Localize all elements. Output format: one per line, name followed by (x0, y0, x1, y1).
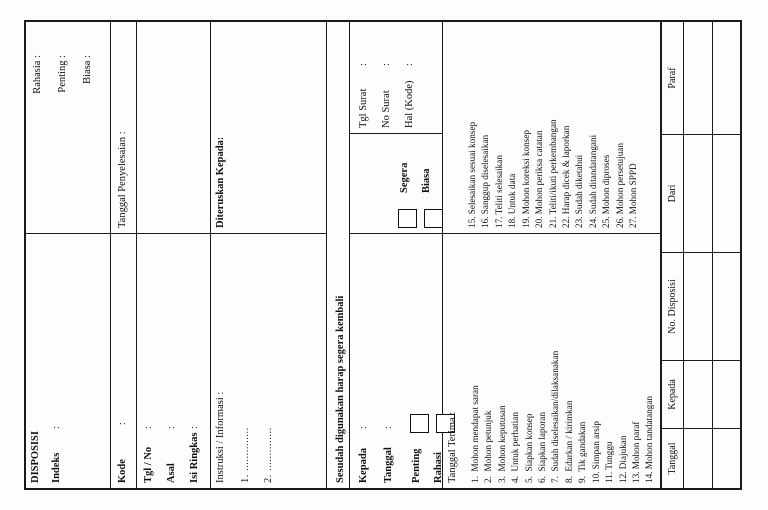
list-item[interactable]: 1. Mohon mendapat saran (469, 385, 480, 483)
penting-checkbox[interactable] (410, 414, 429, 433)
segera-check-label: Segera (399, 162, 410, 193)
table-cell-kepada[interactable] (684, 360, 711, 428)
kode-cell (111, 233, 136, 488)
table-row (683, 22, 711, 488)
return-note-cell (327, 22, 349, 488)
isi-ringkas-colon: : (189, 426, 201, 429)
list-item[interactable]: 18. Untuk data (507, 173, 518, 228)
header-section (26, 22, 111, 488)
table-cell-tanggal[interactable] (713, 428, 740, 488)
list-item[interactable]: 20. Mohon periksa catatan (534, 130, 545, 228)
header-right (26, 22, 110, 233)
tgl-no-label: Tgl / No (143, 446, 155, 483)
list-item[interactable]: 15. Selesaikan sesuai konsep (467, 121, 477, 228)
kode-colon: : (117, 422, 129, 426)
biasa-checkbox[interactable] (424, 209, 443, 228)
instruksi-item-1[interactable]: 1. .............. (239, 427, 251, 483)
table-row (712, 22, 740, 488)
list-item[interactable]: 11. Tunggu (604, 441, 615, 483)
list-item[interactable]: 3. Mohon keputusan (496, 405, 507, 483)
list-item[interactable]: 14. Mohon tandatangan (644, 395, 655, 483)
table-header-dari: Dari (662, 134, 684, 252)
kepada-colon: : (358, 426, 369, 429)
list-item[interactable]: 24. Sudah ditandatangani (587, 134, 598, 228)
table-header-no-disposisi: No. Disposisi (662, 252, 684, 360)
instruction-list-section (443, 22, 661, 488)
kode-section (111, 22, 137, 488)
list-item[interactable]: 13. Mohon paraf (630, 421, 641, 483)
tanggal-colon: : (382, 426, 394, 429)
tanggal-penyelesaian-cell (111, 22, 136, 233)
surat-meta-cell (350, 22, 442, 133)
list-item[interactable]: 16. Sanggup diselesaikan (480, 134, 491, 228)
penting-check-label: Penting (410, 448, 422, 483)
segera-biasa-cell (350, 133, 442, 233)
list-item[interactable]: 25. Mohon diproses (601, 154, 612, 228)
biasa-label: Biasa : (81, 55, 93, 84)
table-cell-no-disposisi[interactable] (684, 252, 711, 360)
segera-checkbox[interactable] (398, 209, 417, 228)
asal-label: Asal (166, 463, 178, 483)
asal-colon: : (166, 426, 178, 429)
header-left (26, 233, 110, 488)
form-title: DISPOSISI (30, 431, 41, 483)
penting-label: Penting : (56, 55, 68, 93)
instruksi-cell (211, 233, 326, 488)
return-note: Sesudah digunakan harap segera kembali (335, 295, 346, 483)
list-item[interactable]: 23. Sudah diketahui (574, 154, 585, 228)
instruksi-section (211, 22, 327, 488)
tanggal-terima-label: Tanggal Terima : (447, 411, 458, 483)
table-header-tanggal: Tanggal (662, 428, 684, 488)
instruksi-item-2[interactable]: 2. .............. (262, 427, 274, 483)
table-header-paraf: Paraf (667, 67, 679, 89)
table-cell-dari[interactable] (684, 134, 711, 252)
table-cell-dari[interactable] (713, 134, 740, 252)
list-item[interactable]: 7. Sudah diselesaikan/dilaksanakan (550, 350, 561, 483)
tanggal-penyelesaian-label: Tanggal Penyelesaian : (117, 131, 129, 228)
table-header-kepada: Kepada (662, 360, 684, 428)
list-left-cell (443, 233, 660, 488)
list-item[interactable]: 27. Mohon SPPD (628, 163, 639, 228)
indeks-colon: : (50, 426, 62, 429)
list-item[interactable]: 2. Mohon petunjuk (483, 410, 494, 483)
list-item[interactable]: 10. Simpan arsip (590, 420, 601, 483)
tanggal-label: Tanggal (382, 447, 394, 483)
biasa-check-label: Biasa (420, 168, 432, 193)
table-cell-tanggal[interactable] (684, 428, 711, 488)
kepada-label: Kepada (358, 447, 369, 483)
asal-right-blank[interactable] (137, 22, 209, 233)
return-note-section (327, 22, 350, 488)
asal-left (137, 233, 209, 488)
list-item[interactable]: 8. Edarkan / kirimkan (563, 400, 574, 483)
rahasia-label: Rahasia : (32, 55, 43, 94)
table-cell-paraf[interactable] (713, 22, 740, 134)
table-cell-no-disposisi[interactable] (713, 252, 740, 360)
kepada-section (350, 22, 443, 488)
table-cell-paraf[interactable] (684, 22, 711, 134)
asal-section (137, 22, 210, 488)
no-surat-label: No Surat (380, 90, 392, 128)
list-item[interactable]: 21. Teliti/ikuti perkembangan (547, 119, 558, 228)
list-item[interactable]: 17. Teliti selesaikan (493, 155, 504, 228)
no-surat-colon: : (380, 63, 392, 66)
instruksi-label: Instruksi / Informasi : (214, 391, 226, 483)
tgl-surat-colon: : (358, 63, 369, 66)
list-item[interactable]: 19. Mohon koreksi konsep (520, 130, 531, 228)
isi-ringkas-label: Isi Ringkas (189, 432, 201, 483)
diteruskan-label: Diteruskan Kepada: (214, 136, 226, 228)
diteruskan-cell (211, 22, 326, 233)
kepada-cell (350, 233, 442, 488)
disposisi-table-header (661, 22, 684, 488)
hal-kode-colon: : (403, 63, 415, 66)
hal-kode-label: Hal (Kode) (403, 80, 415, 128)
disposisi-form (24, 20, 742, 490)
rotated-form-wrapper (24, 20, 742, 490)
tgl-no-colon: : (143, 426, 155, 429)
kode-label: Kode (117, 459, 129, 483)
list-item[interactable]: 22. Harap dicek & laporkan (560, 125, 571, 228)
list-item[interactable]: 9. Tik gandakan (577, 421, 588, 483)
list-item[interactable]: 4. Untuk perhatian (510, 412, 521, 483)
rahasi-check-label: Rahasi (432, 452, 444, 483)
table-cell-kepada[interactable] (713, 360, 740, 428)
list-item[interactable]: 26. Mohon persetujuan (614, 143, 625, 228)
tgl-surat-label: Tgl Surat (358, 88, 369, 128)
list-item[interactable]: 12. Diajukan (617, 435, 628, 483)
list-item[interactable]: 5. Siapkan konsep (523, 413, 534, 483)
list-right-cell (443, 22, 660, 233)
indeks-label: Indeks (50, 452, 62, 483)
list-item[interactable]: 6. Siapkan laporan (537, 412, 548, 483)
